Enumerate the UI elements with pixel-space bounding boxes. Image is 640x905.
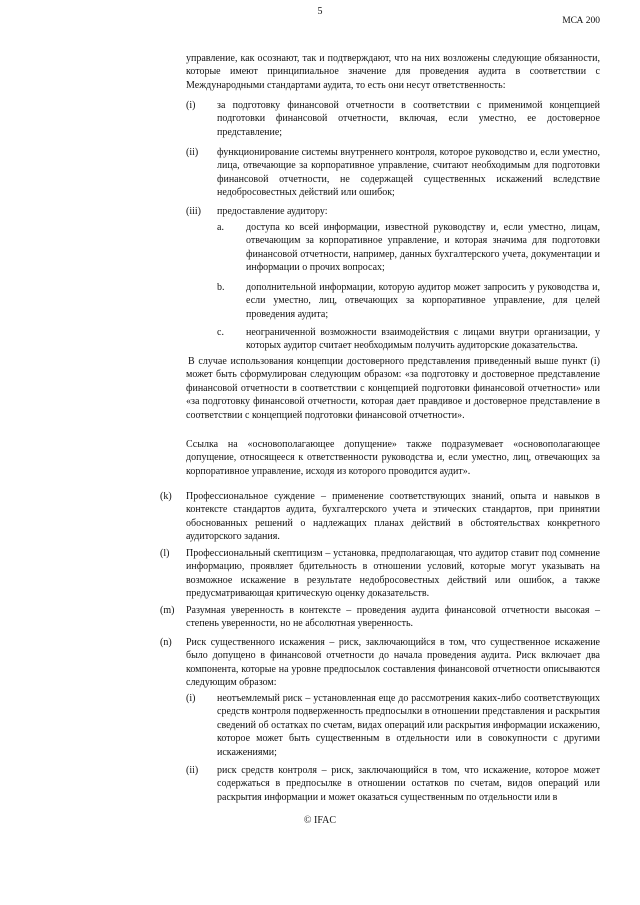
item-m-label: (m) [160, 605, 175, 616]
item-iii-b-label: b. [217, 282, 225, 293]
intro-paragraph: управление, как осознают, так и подтверждают, что на них возложены следующие обязанности, которые имеют принципиальное значение для проведения аудита в соответствии с Международными стандартами аудита, то есть они несут ответственность: [186, 53, 600, 91]
item-iii-c-text: неограниченной возможности взаимодействия с лицами внутри организации, у которых аудитор считает необходимым получить аудиторские доказательства. [246, 327, 600, 352]
item-iii-text: предоставление аудитору: [217, 206, 328, 217]
item-n-text: Риск существенного искажения – риск, заключающийся в том, что существенное искажение было допущено в финансовой отчетности до начала проведения аудита. Риск включает два компонента, которые на уровне предпосылок составления финансовой отчетности описываются следующим образом: [186, 637, 600, 689]
item-n-ii-label: (ii) [186, 765, 199, 776]
item-iii-b-text: дополнительной информации, которую аудитор может запросить у руководства и, если уместно, лиц, отвечающих за корпоративное управление, для целей проведения аудита; [246, 282, 600, 320]
item-n-i-label: (i) [186, 693, 196, 704]
item-ii-text: функционирование системы внутреннего контроля, которое руководство и, если уместно, лица, отвечающие за корпоративное управление, считают необходимым для подготовки финансовой отчетности, не содержащей существенных искажений вследствие недобросовестных действий или ошибок; [217, 147, 600, 199]
item-n-ii-text: риск средств контроля – риск, заключающийся в том, что искажение, которое может содержаться в предпосылке в отношении остатков по счетам, видов операций или раскрытия информации и может оказаться существенным по отдельности или в [217, 765, 600, 803]
item-iii-c-label: c. [217, 327, 224, 338]
item-iii-label: (iii) [186, 206, 201, 217]
premise-note: Ссылка на «основополагающее допущение» также подразумевает «основополагающее допущение, относящееся к ответственности руководства и, если уместно, лиц, отвечающих за корпоративное управление, исходя из которого проводится аудит». [186, 439, 600, 477]
item-iii-a-label: a. [217, 222, 224, 233]
item-n-i-text: неотъемлемый риск – установленная еще до рассмотрения каких-либо соответствующих средств контроля подверженность предпосылки в отношении представления и раскрытия сведений об остатках по счетам, видах операций или раскрытия информации искажению, которое может быть существенным в отдельности или в совокупности с другими искажениями; [217, 693, 600, 758]
document-code: МСА 200 [562, 16, 600, 26]
item-k-label: (k) [160, 491, 172, 502]
item-k-text: Профессиональное суждение – применение соответствующих знаний, опыта и навыков в контексте стандартов аудита, бухгалтерского учета и этических стандартов, при принятии обоснованных решений о надлежащих планах действий в обстоятельствах конкретного аудиторского задания. [186, 491, 600, 543]
item-n-label: (n) [160, 637, 172, 648]
footer-copyright: © IFAC [303, 815, 337, 826]
item-iii-a-text: доступа ко всей информации, известной руководству и, если уместно, лицам, отвечающим за корпоративное управление, и которая значима для подготовки финансовой отчетности, например, данных бухгалтерского учета, документации и информации о прочих вопросах; [246, 222, 600, 274]
item-l-label: (l) [160, 548, 170, 559]
item-l-text: Профессиональный скептицизм – установка, предполагающая, что аудитор ставит под сомнение информацию, проявляет бдительность в отношении условий, которые могут указывать на возможное искажение в результате недобросовестных действий или ошибок, а также предусматривающая критическую оценку доказательств. [186, 548, 600, 600]
item-m-text: Разумная уверенность в контексте – проведения аудита финансовой отчетности высокая – степень уверенности, но не абсолютная уверенность. [186, 605, 600, 630]
fair-presentation-note: В случае использования концепции достоверного представления приведенный выше пункт (i) может быть сформулирован следующим образом: «за подготовку и достоверное представление финансовой отчетности в соответствии с концепцией подготовки финансовой отчетности» или «за подготовку финансовой отчетности, которая дает правдивое и достоверное представление в соответствии с концепцией подготовки финансовой отчетности». [186, 356, 600, 421]
item-i-text: за подготовку финансовой отчетности в соответствии с применимой концепцией подготовки финансовой отчетности, включая, если уместно, ее достоверное представление; [217, 100, 600, 138]
page-number: 5 [317, 6, 323, 17]
item-ii-label: (ii) [186, 147, 199, 158]
item-i-label: (i) [186, 100, 196, 111]
